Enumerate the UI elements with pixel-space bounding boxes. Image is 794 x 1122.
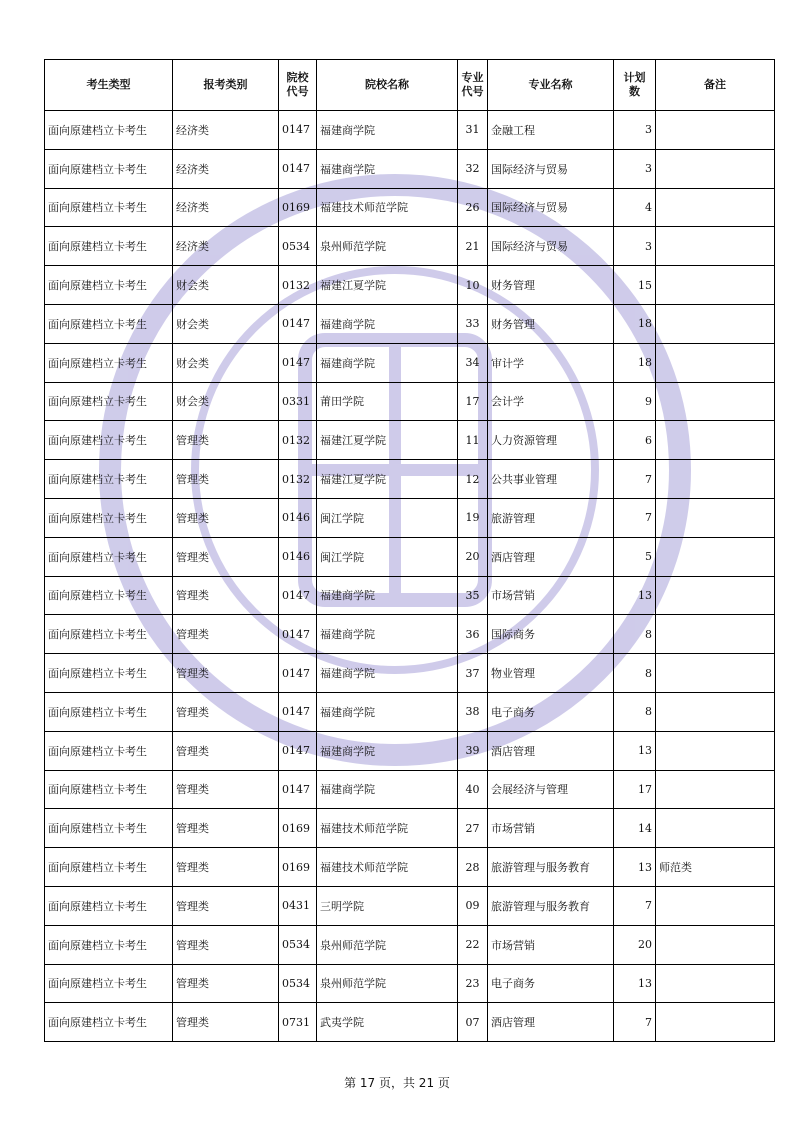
cell-category: 管理类 [173, 615, 279, 654]
cell-major-name: 市场营销 [488, 576, 614, 615]
cell-plan-count: 3 [614, 111, 656, 150]
cell-school-code: 0731 [279, 1003, 317, 1042]
cell-category: 管理类 [173, 421, 279, 460]
cell-remark [656, 537, 775, 576]
cell-major-code: 27 [458, 809, 488, 848]
table-row [45, 848, 775, 887]
cell-school-name: 闽江学院 [317, 537, 458, 576]
cell-major-code: 19 [458, 498, 488, 537]
cell-school-code: 0534 [279, 227, 317, 266]
cell-school-code: 0431 [279, 886, 317, 925]
cell-major-name: 酒店管理 [488, 1003, 614, 1042]
cell-major-code: 10 [458, 266, 488, 305]
cell-candidate-type: 面向原建档立卡考生 [45, 692, 173, 731]
cell-school-code: 0147 [279, 343, 317, 382]
header-category: 报考类别 [173, 60, 279, 111]
cell-school-name: 福建商学院 [317, 304, 458, 343]
cell-category: 管理类 [173, 576, 279, 615]
header-remark: 备注 [656, 60, 775, 111]
cell-candidate-type: 面向原建档立卡考生 [45, 460, 173, 499]
table-row [45, 421, 775, 460]
cell-plan-count: 4 [614, 188, 656, 227]
table-row [45, 731, 775, 770]
cell-school-name: 福建技术师范学院 [317, 188, 458, 227]
table-row [45, 537, 775, 576]
table-row [45, 149, 775, 188]
cell-major-name: 旅游管理 [488, 498, 614, 537]
cell-plan-count: 18 [614, 343, 656, 382]
cell-major-code: 38 [458, 692, 488, 731]
cell-remark [656, 188, 775, 227]
cell-school-name: 福建商学院 [317, 770, 458, 809]
cell-school-name: 福建江夏学院 [317, 266, 458, 305]
cell-remark [656, 1003, 775, 1042]
cell-school-code: 0147 [279, 692, 317, 731]
cell-category: 经济类 [173, 188, 279, 227]
cell-candidate-type: 面向原建档立卡考生 [45, 615, 173, 654]
cell-school-code: 0147 [279, 731, 317, 770]
cell-major-name: 财务管理 [488, 304, 614, 343]
cell-category: 经济类 [173, 149, 279, 188]
cell-school-name: 泉州师范学院 [317, 227, 458, 266]
table-row [45, 576, 775, 615]
cell-plan-count: 13 [614, 576, 656, 615]
cell-major-code: 17 [458, 382, 488, 421]
cell-major-name: 公共事业管理 [488, 460, 614, 499]
cell-major-name: 电子商务 [488, 692, 614, 731]
table-row [45, 615, 775, 654]
cell-major-code: 37 [458, 654, 488, 693]
cell-school-name: 福建江夏学院 [317, 460, 458, 499]
cell-category: 管理类 [173, 537, 279, 576]
cell-plan-count: 6 [614, 421, 656, 460]
cell-candidate-type: 面向原建档立卡考生 [45, 111, 173, 150]
cell-remark [656, 925, 775, 964]
cell-school-code: 0147 [279, 615, 317, 654]
cell-candidate-type: 面向原建档立卡考生 [45, 654, 173, 693]
header-candidate-type: 考生类型 [45, 60, 173, 111]
cell-major-code: 36 [458, 615, 488, 654]
cell-major-name: 旅游管理与服务教育 [488, 848, 614, 887]
cell-school-code: 0146 [279, 537, 317, 576]
cell-school-name: 武夷学院 [317, 1003, 458, 1042]
table-row [45, 382, 775, 421]
cell-major-name: 会计学 [488, 382, 614, 421]
cell-remark [656, 615, 775, 654]
cell-remark [656, 266, 775, 305]
cell-candidate-type: 面向原建档立卡考生 [45, 421, 173, 460]
cell-category: 管理类 [173, 809, 279, 848]
cell-major-name: 国际商务 [488, 615, 614, 654]
cell-school-name: 福建技术师范学院 [317, 848, 458, 887]
cell-category: 管理类 [173, 848, 279, 887]
cell-remark [656, 886, 775, 925]
cell-school-name: 福建商学院 [317, 111, 458, 150]
cell-category: 经济类 [173, 111, 279, 150]
cell-major-name: 会展经济与管理 [488, 770, 614, 809]
cell-school-name: 福建商学院 [317, 576, 458, 615]
table-row [45, 964, 775, 1003]
cell-candidate-type: 面向原建档立卡考生 [45, 848, 173, 887]
cell-candidate-type: 面向原建档立卡考生 [45, 1003, 173, 1042]
cell-category: 财会类 [173, 266, 279, 305]
cell-school-name: 闽江学院 [317, 498, 458, 537]
cell-remark [656, 498, 775, 537]
cell-school-code: 0147 [279, 149, 317, 188]
cell-candidate-type: 面向原建档立卡考生 [45, 304, 173, 343]
cell-major-name: 国际经济与贸易 [488, 227, 614, 266]
cell-category: 管理类 [173, 964, 279, 1003]
table-row [45, 770, 775, 809]
cell-candidate-type: 面向原建档立卡考生 [45, 809, 173, 848]
cell-plan-count: 3 [614, 227, 656, 266]
cell-major-code: 35 [458, 576, 488, 615]
cell-major-code: 22 [458, 925, 488, 964]
cell-category: 管理类 [173, 1003, 279, 1042]
cell-remark [656, 731, 775, 770]
table-row [45, 654, 775, 693]
cell-major-code: 39 [458, 731, 488, 770]
table-row [45, 460, 775, 499]
cell-remark [656, 692, 775, 731]
cell-plan-count: 8 [614, 615, 656, 654]
cell-major-code: 20 [458, 537, 488, 576]
cell-remark: 师范类 [656, 848, 775, 887]
cell-major-name: 财务管理 [488, 266, 614, 305]
cell-remark [656, 770, 775, 809]
cell-school-name: 福建商学院 [317, 615, 458, 654]
cell-major-code: 28 [458, 848, 488, 887]
cell-major-code: 11 [458, 421, 488, 460]
cell-major-code: 07 [458, 1003, 488, 1042]
cell-school-code: 0147 [279, 770, 317, 809]
cell-plan-count: 8 [614, 692, 656, 731]
cell-plan-count: 17 [614, 770, 656, 809]
cell-major-code: 26 [458, 188, 488, 227]
cell-major-name: 国际经济与贸易 [488, 188, 614, 227]
cell-candidate-type: 面向原建档立卡考生 [45, 537, 173, 576]
cell-school-name: 福建商学院 [317, 731, 458, 770]
cell-remark [656, 227, 775, 266]
cell-major-code: 12 [458, 460, 488, 499]
cell-school-name: 泉州师范学院 [317, 925, 458, 964]
cell-school-code: 0147 [279, 111, 317, 150]
cell-plan-count: 7 [614, 498, 656, 537]
cell-candidate-type: 面向原建档立卡考生 [45, 964, 173, 1003]
cell-candidate-type: 面向原建档立卡考生 [45, 770, 173, 809]
cell-category: 管理类 [173, 731, 279, 770]
cell-plan-count: 7 [614, 1003, 656, 1042]
cell-school-code: 0132 [279, 266, 317, 305]
cell-category: 财会类 [173, 304, 279, 343]
cell-plan-count: 13 [614, 848, 656, 887]
cell-plan-count: 14 [614, 809, 656, 848]
cell-school-code: 0147 [279, 576, 317, 615]
cell-school-code: 0331 [279, 382, 317, 421]
cell-school-name: 福建商学院 [317, 654, 458, 693]
cell-plan-count: 9 [614, 382, 656, 421]
cell-candidate-type: 面向原建档立卡考生 [45, 188, 173, 227]
cell-category: 管理类 [173, 460, 279, 499]
cell-major-code: 31 [458, 111, 488, 150]
cell-school-code: 0147 [279, 654, 317, 693]
table-row [45, 809, 775, 848]
cell-major-name: 人力资源管理 [488, 421, 614, 460]
cell-school-name: 泉州师范学院 [317, 964, 458, 1003]
cell-major-name: 金融工程 [488, 111, 614, 150]
table-row [45, 886, 775, 925]
page-footer: 第 17 页，共 21 页 [344, 1076, 450, 1090]
cell-category: 管理类 [173, 498, 279, 537]
cell-category: 经济类 [173, 227, 279, 266]
header-major-code: 专业 代号 [458, 60, 488, 111]
cell-candidate-type: 面向原建档立卡考生 [45, 266, 173, 305]
cell-school-name: 福建江夏学院 [317, 421, 458, 460]
cell-remark [656, 460, 775, 499]
cell-major-name: 酒店管理 [488, 731, 614, 770]
cell-school-code: 0146 [279, 498, 317, 537]
cell-major-name: 电子商务 [488, 964, 614, 1003]
cell-category: 管理类 [173, 925, 279, 964]
cell-school-name: 福建技术师范学院 [317, 809, 458, 848]
cell-plan-count: 8 [614, 654, 656, 693]
cell-candidate-type: 面向原建档立卡考生 [45, 149, 173, 188]
header-major-name: 专业名称 [488, 60, 614, 111]
cell-major-code: 32 [458, 149, 488, 188]
cell-major-code: 34 [458, 343, 488, 382]
cell-remark [656, 964, 775, 1003]
cell-school-code: 0169 [279, 188, 317, 227]
cell-remark [656, 576, 775, 615]
cell-plan-count: 18 [614, 304, 656, 343]
cell-school-code: 0169 [279, 809, 317, 848]
cell-school-name: 福建商学院 [317, 149, 458, 188]
cell-major-name: 旅游管理与服务教育 [488, 886, 614, 925]
cell-school-name: 三明学院 [317, 886, 458, 925]
table-row [45, 227, 775, 266]
cell-remark [656, 343, 775, 382]
table-row [45, 343, 775, 382]
cell-major-name: 市场营销 [488, 925, 614, 964]
cell-major-name: 酒店管理 [488, 537, 614, 576]
cell-category: 管理类 [173, 770, 279, 809]
cell-major-name: 国际经济与贸易 [488, 149, 614, 188]
header-plan-count: 计划 数 [614, 60, 656, 111]
cell-plan-count: 5 [614, 537, 656, 576]
cell-school-name: 福建商学院 [317, 343, 458, 382]
cell-remark [656, 149, 775, 188]
table-row [45, 188, 775, 227]
header-school-name: 院校名称 [317, 60, 458, 111]
cell-major-code: 40 [458, 770, 488, 809]
cell-plan-count: 13 [614, 731, 656, 770]
cell-candidate-type: 面向原建档立卡考生 [45, 227, 173, 266]
admission-plan-table [44, 59, 775, 1042]
cell-plan-count: 7 [614, 886, 656, 925]
cell-candidate-type: 面向原建档立卡考生 [45, 382, 173, 421]
cell-plan-count: 3 [614, 149, 656, 188]
table-header-row [45, 60, 775, 111]
table-row [45, 1003, 775, 1042]
cell-category: 管理类 [173, 692, 279, 731]
cell-plan-count: 20 [614, 925, 656, 964]
cell-school-name: 福建商学院 [317, 692, 458, 731]
cell-school-code: 0132 [279, 460, 317, 499]
table-row [45, 692, 775, 731]
cell-major-name: 市场营销 [488, 809, 614, 848]
cell-major-code: 33 [458, 304, 488, 343]
cell-category: 管理类 [173, 886, 279, 925]
cell-remark [656, 809, 775, 848]
cell-major-name: 物业管理 [488, 654, 614, 693]
table-row [45, 498, 775, 537]
cell-category: 财会类 [173, 343, 279, 382]
cell-major-code: 09 [458, 886, 488, 925]
cell-candidate-type: 面向原建档立卡考生 [45, 343, 173, 382]
cell-major-name: 审计学 [488, 343, 614, 382]
cell-school-code: 0132 [279, 421, 317, 460]
cell-school-code: 0534 [279, 925, 317, 964]
cell-candidate-type: 面向原建档立卡考生 [45, 925, 173, 964]
table-row [45, 111, 775, 150]
table-row [45, 925, 775, 964]
cell-remark [656, 111, 775, 150]
cell-candidate-type: 面向原建档立卡考生 [45, 731, 173, 770]
cell-plan-count: 13 [614, 964, 656, 1003]
cell-candidate-type: 面向原建档立卡考生 [45, 886, 173, 925]
table-row [45, 304, 775, 343]
cell-remark [656, 421, 775, 460]
cell-candidate-type: 面向原建档立卡考生 [45, 576, 173, 615]
cell-plan-count: 7 [614, 460, 656, 499]
cell-remark [656, 304, 775, 343]
cell-category: 财会类 [173, 382, 279, 421]
cell-remark [656, 654, 775, 693]
cell-candidate-type: 面向原建档立卡考生 [45, 498, 173, 537]
cell-category: 管理类 [173, 654, 279, 693]
cell-major-code: 23 [458, 964, 488, 1003]
cell-school-name: 莆田学院 [317, 382, 458, 421]
cell-major-code: 21 [458, 227, 488, 266]
table-row [45, 266, 775, 305]
cell-plan-count: 15 [614, 266, 656, 305]
header-school-code: 院校 代号 [279, 60, 317, 111]
cell-school-code: 0169 [279, 848, 317, 887]
cell-school-code: 0534 [279, 964, 317, 1003]
cell-school-code: 0147 [279, 304, 317, 343]
cell-remark [656, 382, 775, 421]
